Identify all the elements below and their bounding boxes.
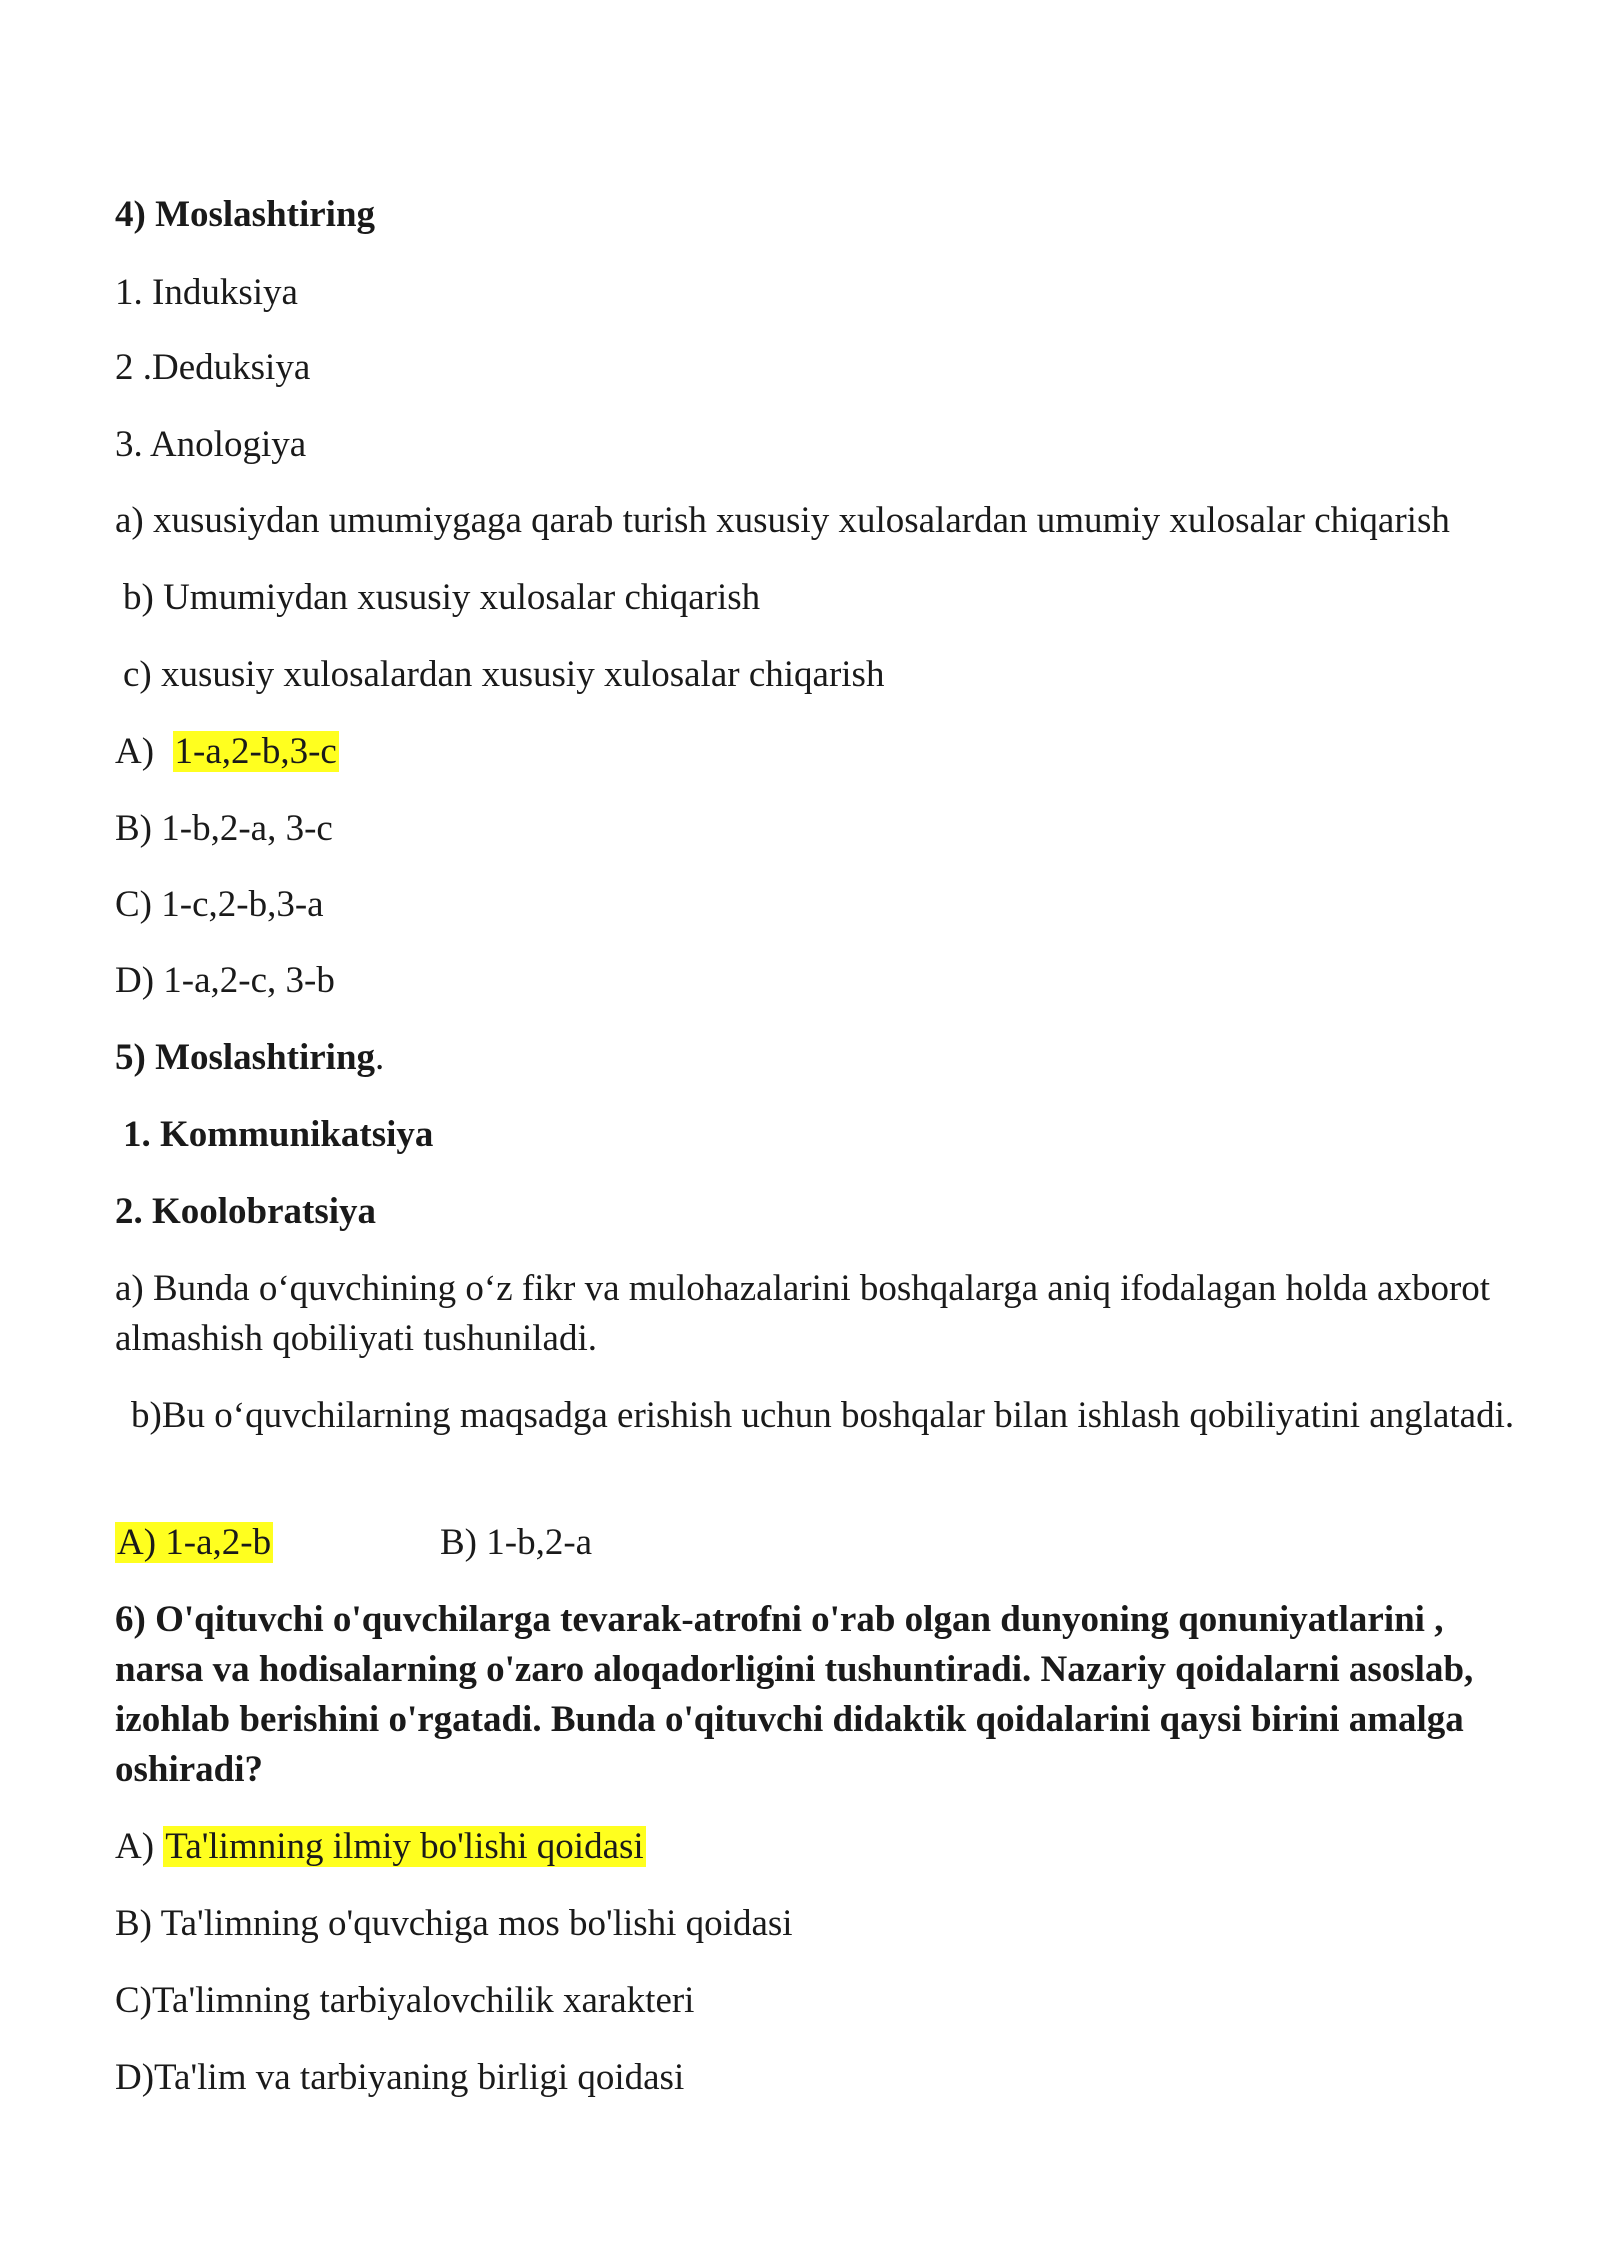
q4-def-c: c) xususiy xulosalardan xususiy xulosalar chiqarish: [123, 654, 885, 695]
q5-item-koolobratsiya: 2. Koolobratsiya: [115, 1191, 377, 1232]
q4-option-a: [115, 727, 339, 777]
q5-title: 5) Moslashtiring: [115, 1037, 376, 1078]
q4-title: 4) Moslashtiring: [115, 194, 376, 235]
q4-option-d: D) 1-a,2-c, 3-b: [115, 960, 335, 1001]
q5-title-dot: .: [375, 1037, 385, 1078]
q4-item-anologiya: 3. Anologiya: [115, 424, 307, 465]
q4-option-b: B) 1-b,2-a, 3-c: [115, 808, 333, 849]
q4-item-induksiya: 1. Induksiya: [115, 272, 298, 313]
q6-option-d: D)Ta'lim va tarbiyaning birligi qoidasi: [115, 2057, 685, 2098]
q6-option-c: C)Ta'limning tarbiyalovchilik xarakteri: [115, 1980, 695, 2021]
q6-option-b: B) Ta'limning o'quvchiga mos bo'lishi qoidasi: [115, 1903, 793, 1944]
q6-option-a-answer-highlight: Ta'limning ilmiy bo'lishi qoidasi: [165, 1826, 644, 1867]
q4-item-deduksiya: 2 .Deduksiya: [115, 347, 311, 388]
q5-def-a: a) Bunda o‘quvchining o‘z fikr va mulohazalarini boshqalarga aniq ifodalagan holda axborot almashish qobiliyati tushuniladi.: [115, 1268, 1491, 1359]
q4-option-a-prefix: A): [115, 731, 155, 772]
q5-title-line: [115, 1033, 384, 1083]
q5-option-a-answer-highlight: A) 1-a,2-b: [117, 1522, 272, 1563]
q5-option-b: B) 1-b,2-a: [440, 1522, 593, 1563]
q4-option-c: C) 1-c,2-b,3-a: [115, 884, 324, 925]
q5-option-a: [115, 1518, 273, 1568]
q4-option-a-answer-highlight: 1-a,2-b,3-c: [174, 731, 337, 772]
q6-option-a: [115, 1822, 646, 1872]
q5-def-b: b)Bu o‘quvchilarning maqsadga erishish uchun boshqalar bilan ishlash qobiliyatini anglatadi.: [131, 1395, 1515, 1436]
q5-item-kommunikatsiya: 1. Kommunikatsiya: [123, 1114, 434, 1155]
q6-question: 6) O'qituvchi o'quvchilarga tevarak-atrofni o'rab olgan dunyoning qonuniyatlarini , narsa va hodisalarning o'zaro aloqadorligini tushuntiradi. Nazariy qoidalarni asoslab, izohlab berishini o'rgatadi. Bunda o'qituvchi didaktik qoidalarini qaysi birini amalga oshiradi?: [115, 1599, 1474, 1790]
q6-option-a-prefix: A): [115, 1826, 155, 1867]
q4-def-a: a) xususiydan umumiygaga qarab turish xususiy xulosalardan umumiy xulosalar chiqarish: [115, 500, 1450, 541]
q4-def-b: b) Umumiydan xususiy xulosalar chiqarish: [123, 577, 761, 618]
